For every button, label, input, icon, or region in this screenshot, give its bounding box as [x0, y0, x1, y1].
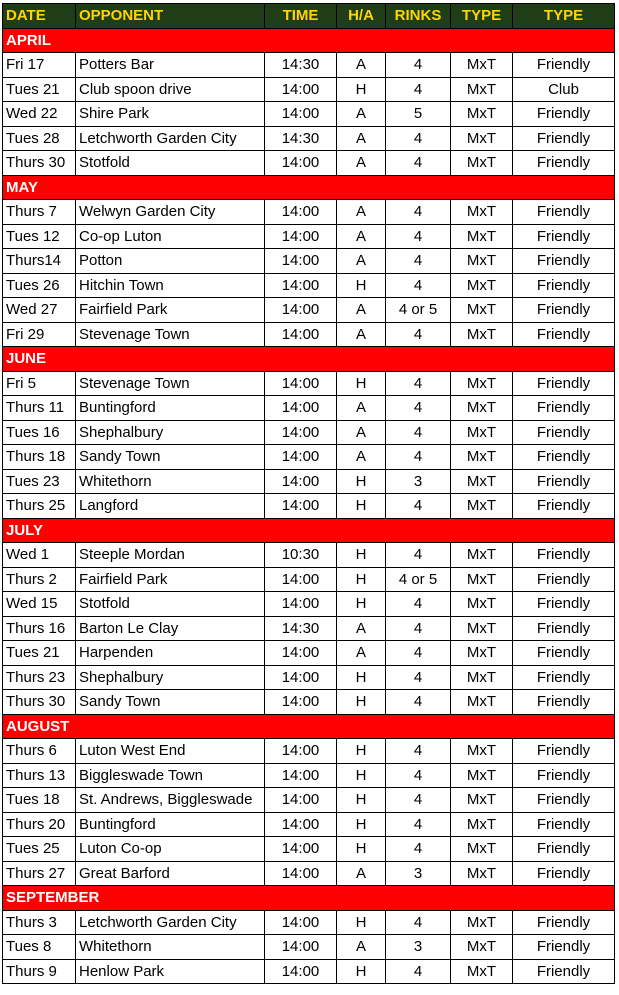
header-rinks: RINKS: [386, 4, 451, 29]
fixture-type-cell: Friendly: [513, 371, 615, 396]
month-label: AUGUST: [3, 714, 615, 739]
match-type-cell: MxT: [451, 616, 513, 641]
table-row: [3, 151, 615, 176]
time-cell: 14:00: [265, 837, 337, 862]
table-row: [3, 469, 615, 494]
table-row: [3, 616, 615, 641]
opponent-cell: Sandy Town: [76, 445, 265, 470]
fixture-type-cell: Friendly: [513, 445, 615, 470]
table-row: [3, 77, 615, 102]
fixture-type-cell: Friendly: [513, 665, 615, 690]
time-cell: 14:30: [265, 53, 337, 78]
rinks-cell: 4: [386, 812, 451, 837]
home-away-cell: H: [337, 690, 386, 715]
fixture-type-cell: Friendly: [513, 53, 615, 78]
table-row: [3, 910, 615, 935]
match-type-cell: MxT: [451, 935, 513, 960]
rinks-cell: 4: [386, 200, 451, 225]
rinks-cell: 4: [386, 910, 451, 935]
match-type-cell: MxT: [451, 567, 513, 592]
time-cell: 14:00: [265, 494, 337, 519]
time-cell: 14:30: [265, 616, 337, 641]
match-type-cell: MxT: [451, 665, 513, 690]
table-row: [3, 249, 615, 274]
month-label: JULY: [3, 518, 615, 543]
table-row: [3, 959, 615, 984]
time-cell: 14:00: [265, 273, 337, 298]
time-cell: 14:00: [265, 910, 337, 935]
home-away-cell: A: [337, 935, 386, 960]
fixture-type-cell: Friendly: [513, 690, 615, 715]
match-type-cell: MxT: [451, 53, 513, 78]
date-cell: Tues 28: [3, 126, 76, 151]
opponent-cell: Fairfield Park: [76, 298, 265, 323]
opponent-cell: Langford: [76, 494, 265, 519]
time-cell: 14:00: [265, 592, 337, 617]
match-type-cell: MxT: [451, 151, 513, 176]
opponent-cell: Luton West End: [76, 739, 265, 764]
match-type-cell: MxT: [451, 322, 513, 347]
date-cell: Tues 18: [3, 788, 76, 813]
time-cell: 14:00: [265, 935, 337, 960]
opponent-cell: Harpenden: [76, 641, 265, 666]
fixture-type-cell: Friendly: [513, 788, 615, 813]
table-row: [3, 445, 615, 470]
date-cell: Fri 17: [3, 53, 76, 78]
home-away-cell: H: [337, 494, 386, 519]
rinks-cell: 4 or 5: [386, 298, 451, 323]
opponent-cell: Letchworth Garden City: [76, 126, 265, 151]
month-header-row: [3, 175, 615, 200]
table-row: [3, 837, 615, 862]
header-type-2: TYPE: [513, 4, 615, 29]
match-type-cell: MxT: [451, 910, 513, 935]
opponent-cell: Buntingford: [76, 396, 265, 421]
fixture-type-cell: Friendly: [513, 298, 615, 323]
rinks-cell: 4: [386, 543, 451, 568]
home-away-cell: H: [337, 788, 386, 813]
fixture-type-cell: Friendly: [513, 837, 615, 862]
rinks-cell: 4: [386, 249, 451, 274]
date-cell: Thurs 2: [3, 567, 76, 592]
time-cell: 14:00: [265, 396, 337, 421]
match-type-cell: MxT: [451, 102, 513, 127]
match-type-cell: MxT: [451, 739, 513, 764]
date-cell: Wed 27: [3, 298, 76, 323]
fixture-type-cell: Friendly: [513, 273, 615, 298]
match-type-cell: MxT: [451, 812, 513, 837]
fixtures-table: [2, 3, 615, 984]
match-type-cell: MxT: [451, 837, 513, 862]
time-cell: 14:00: [265, 763, 337, 788]
month-label: JUNE: [3, 347, 615, 372]
home-away-cell: H: [337, 77, 386, 102]
table-row: [3, 396, 615, 421]
date-cell: Thurs 30: [3, 690, 76, 715]
date-cell: Wed 1: [3, 543, 76, 568]
home-away-cell: H: [337, 763, 386, 788]
rinks-cell: 5: [386, 102, 451, 127]
time-cell: 14:00: [265, 690, 337, 715]
home-away-cell: A: [337, 298, 386, 323]
rinks-cell: 4: [386, 592, 451, 617]
rinks-cell: 4: [386, 273, 451, 298]
fixture-type-cell: Friendly: [513, 396, 615, 421]
match-type-cell: MxT: [451, 224, 513, 249]
home-away-cell: H: [337, 837, 386, 862]
date-cell: Thurs14: [3, 249, 76, 274]
time-cell: 14:00: [265, 102, 337, 127]
fixture-type-cell: Friendly: [513, 616, 615, 641]
date-cell: Tues 21: [3, 77, 76, 102]
match-type-cell: MxT: [451, 763, 513, 788]
time-cell: 14:00: [265, 812, 337, 837]
match-type-cell: MxT: [451, 396, 513, 421]
opponent-cell: Co-op Luton: [76, 224, 265, 249]
time-cell: 14:00: [265, 420, 337, 445]
header-opponent: OPPONENT: [76, 4, 265, 29]
match-type-cell: MxT: [451, 788, 513, 813]
time-cell: 14:00: [265, 77, 337, 102]
match-type-cell: MxT: [451, 690, 513, 715]
date-cell: Fri 29: [3, 322, 76, 347]
rinks-cell: 3: [386, 935, 451, 960]
month-header-row: [3, 886, 615, 911]
header-date: DATE: [3, 4, 76, 29]
match-type-cell: MxT: [451, 959, 513, 984]
home-away-cell: H: [337, 469, 386, 494]
time-cell: 14:00: [265, 445, 337, 470]
fixture-type-cell: Friendly: [513, 102, 615, 127]
home-away-cell: H: [337, 592, 386, 617]
match-type-cell: MxT: [451, 469, 513, 494]
time-cell: 14:00: [265, 788, 337, 813]
opponent-cell: Club spoon drive: [76, 77, 265, 102]
rinks-cell: 4: [386, 53, 451, 78]
fixture-type-cell: Friendly: [513, 469, 615, 494]
rinks-cell: 4: [386, 837, 451, 862]
date-cell: Tues 12: [3, 224, 76, 249]
rinks-cell: 3: [386, 861, 451, 886]
fixture-type-cell: Friendly: [513, 249, 615, 274]
home-away-cell: H: [337, 910, 386, 935]
date-cell: Tues 25: [3, 837, 76, 862]
date-cell: Thurs 18: [3, 445, 76, 470]
opponent-cell: Shephalbury: [76, 665, 265, 690]
rinks-cell: 4: [386, 641, 451, 666]
table-row: [3, 567, 615, 592]
month-header-row: [3, 347, 615, 372]
rinks-cell: 4: [386, 494, 451, 519]
opponent-cell: Welwyn Garden City: [76, 200, 265, 225]
rinks-cell: 4: [386, 739, 451, 764]
fixture-type-cell: Friendly: [513, 126, 615, 151]
opponent-cell: Luton Co-op: [76, 837, 265, 862]
home-away-cell: A: [337, 151, 386, 176]
home-away-cell: A: [337, 420, 386, 445]
month-label: MAY: [3, 175, 615, 200]
date-cell: Thurs 30: [3, 151, 76, 176]
opponent-cell: Stevenage Town: [76, 322, 265, 347]
time-cell: 14:00: [265, 739, 337, 764]
date-cell: Thurs 20: [3, 812, 76, 837]
opponent-cell: Biggleswade Town: [76, 763, 265, 788]
rinks-cell: 4: [386, 420, 451, 445]
fixture-type-cell: Friendly: [513, 763, 615, 788]
rinks-cell: 4: [386, 788, 451, 813]
rinks-cell: 4: [386, 396, 451, 421]
date-cell: Tues 16: [3, 420, 76, 445]
date-cell: Tues 23: [3, 469, 76, 494]
time-cell: 14:00: [265, 224, 337, 249]
opponent-cell: Barton Le Clay: [76, 616, 265, 641]
table-row: [3, 371, 615, 396]
fixture-type-cell: Friendly: [513, 224, 615, 249]
month-label: APRIL: [3, 28, 615, 53]
time-cell: 14:00: [265, 151, 337, 176]
opponent-cell: Whitethorn: [76, 469, 265, 494]
header-type: TYPE: [451, 4, 513, 29]
match-type-cell: MxT: [451, 494, 513, 519]
table-row: [3, 298, 615, 323]
home-away-cell: H: [337, 567, 386, 592]
fixture-type-cell: Club: [513, 77, 615, 102]
rinks-cell: 4 or 5: [386, 567, 451, 592]
opponent-cell: Shephalbury: [76, 420, 265, 445]
match-type-cell: MxT: [451, 77, 513, 102]
time-cell: 14:00: [265, 249, 337, 274]
time-cell: 14:00: [265, 959, 337, 984]
home-away-cell: H: [337, 273, 386, 298]
rinks-cell: 4: [386, 616, 451, 641]
date-cell: Thurs 11: [3, 396, 76, 421]
table-row: [3, 322, 615, 347]
opponent-cell: Great Barford: [76, 861, 265, 886]
home-away-cell: A: [337, 322, 386, 347]
home-away-cell: H: [337, 543, 386, 568]
home-away-cell: H: [337, 371, 386, 396]
match-type-cell: MxT: [451, 861, 513, 886]
opponent-cell: Steeple Mordan: [76, 543, 265, 568]
table-row: [3, 812, 615, 837]
date-cell: Thurs 25: [3, 494, 76, 519]
fixture-type-cell: Friendly: [513, 641, 615, 666]
home-away-cell: H: [337, 739, 386, 764]
rinks-cell: 4: [386, 371, 451, 396]
fixture-type-cell: Friendly: [513, 567, 615, 592]
time-cell: 14:30: [265, 126, 337, 151]
fixture-type-cell: Friendly: [513, 935, 615, 960]
header-row: [3, 4, 615, 29]
opponent-cell: Potters Bar: [76, 53, 265, 78]
fixture-type-cell: Friendly: [513, 739, 615, 764]
home-away-cell: A: [337, 126, 386, 151]
table-row: [3, 788, 615, 813]
match-type-cell: MxT: [451, 298, 513, 323]
fixture-type-cell: Friendly: [513, 151, 615, 176]
home-away-cell: A: [337, 396, 386, 421]
opponent-cell: Hitchin Town: [76, 273, 265, 298]
opponent-cell: Shire Park: [76, 102, 265, 127]
table-row: [3, 273, 615, 298]
home-away-cell: A: [337, 445, 386, 470]
rinks-cell: 4: [386, 77, 451, 102]
fixture-type-cell: Friendly: [513, 494, 615, 519]
rinks-cell: 3: [386, 469, 451, 494]
month-header-row: [3, 518, 615, 543]
table-row: [3, 420, 615, 445]
time-cell: 14:00: [265, 322, 337, 347]
home-away-cell: A: [337, 224, 386, 249]
table-row: [3, 592, 615, 617]
opponent-cell: Fairfield Park: [76, 567, 265, 592]
home-away-cell: A: [337, 102, 386, 127]
date-cell: Thurs 23: [3, 665, 76, 690]
time-cell: 14:00: [265, 567, 337, 592]
month-header-row: [3, 714, 615, 739]
opponent-cell: Buntingford: [76, 812, 265, 837]
fixture-type-cell: Friendly: [513, 910, 615, 935]
table-row: [3, 763, 615, 788]
home-away-cell: A: [337, 53, 386, 78]
month-header-row: [3, 28, 615, 53]
opponent-cell: Stotfold: [76, 151, 265, 176]
header-home-away: H/A: [337, 4, 386, 29]
rinks-cell: 4: [386, 763, 451, 788]
date-cell: Thurs 7: [3, 200, 76, 225]
date-cell: Thurs 16: [3, 616, 76, 641]
fixture-type-cell: Friendly: [513, 812, 615, 837]
time-cell: 14:00: [265, 200, 337, 225]
table-row: [3, 641, 615, 666]
match-type-cell: MxT: [451, 371, 513, 396]
opponent-cell: Sandy Town: [76, 690, 265, 715]
home-away-cell: H: [337, 959, 386, 984]
date-cell: Wed 15: [3, 592, 76, 617]
rinks-cell: 4: [386, 445, 451, 470]
match-type-cell: MxT: [451, 592, 513, 617]
time-cell: 14:00: [265, 861, 337, 886]
date-cell: Thurs 9: [3, 959, 76, 984]
rinks-cell: 4: [386, 665, 451, 690]
date-cell: Thurs 3: [3, 910, 76, 935]
opponent-cell: Potton: [76, 249, 265, 274]
home-away-cell: H: [337, 665, 386, 690]
fixture-type-cell: Friendly: [513, 959, 615, 984]
table-row: [3, 102, 615, 127]
date-cell: Wed 22: [3, 102, 76, 127]
time-cell: 14:00: [265, 298, 337, 323]
month-label: SEPTEMBER: [3, 886, 615, 911]
opponent-cell: Stotfold: [76, 592, 265, 617]
table-row: [3, 224, 615, 249]
time-cell: 14:00: [265, 641, 337, 666]
fixture-type-cell: Friendly: [513, 420, 615, 445]
table-row: [3, 861, 615, 886]
table-row: [3, 665, 615, 690]
table-row: [3, 200, 615, 225]
home-away-cell: A: [337, 200, 386, 225]
fixture-type-cell: Friendly: [513, 543, 615, 568]
date-cell: Tues 21: [3, 641, 76, 666]
match-type-cell: MxT: [451, 249, 513, 274]
table-row: [3, 126, 615, 151]
date-cell: Tues 26: [3, 273, 76, 298]
time-cell: 10:30: [265, 543, 337, 568]
date-cell: Thurs 6: [3, 739, 76, 764]
table-row: [3, 53, 615, 78]
opponent-cell: Henlow Park: [76, 959, 265, 984]
fixture-type-cell: Friendly: [513, 200, 615, 225]
rinks-cell: 4: [386, 690, 451, 715]
table-row: [3, 543, 615, 568]
match-type-cell: MxT: [451, 126, 513, 151]
date-cell: Tues 8: [3, 935, 76, 960]
rinks-cell: 4: [386, 959, 451, 984]
time-cell: 14:00: [265, 371, 337, 396]
fixture-type-cell: Friendly: [513, 861, 615, 886]
opponent-cell: St. Andrews, Biggleswade: [76, 788, 265, 813]
rinks-cell: 4: [386, 322, 451, 347]
date-cell: Fri 5: [3, 371, 76, 396]
home-away-cell: A: [337, 641, 386, 666]
home-away-cell: A: [337, 861, 386, 886]
match-type-cell: MxT: [451, 273, 513, 298]
fixture-type-cell: Friendly: [513, 322, 615, 347]
table-row: [3, 935, 615, 960]
header-time: TIME: [265, 4, 337, 29]
match-type-cell: MxT: [451, 543, 513, 568]
home-away-cell: A: [337, 616, 386, 641]
opponent-cell: Whitethorn: [76, 935, 265, 960]
home-away-cell: A: [337, 249, 386, 274]
match-type-cell: MxT: [451, 200, 513, 225]
match-type-cell: MxT: [451, 420, 513, 445]
rinks-cell: 4: [386, 126, 451, 151]
match-type-cell: MxT: [451, 641, 513, 666]
date-cell: Thurs 27: [3, 861, 76, 886]
table-row: [3, 494, 615, 519]
time-cell: 14:00: [265, 469, 337, 494]
time-cell: 14:00: [265, 665, 337, 690]
fixture-type-cell: Friendly: [513, 592, 615, 617]
home-away-cell: H: [337, 812, 386, 837]
table-row: [3, 739, 615, 764]
opponent-cell: Letchworth Garden City: [76, 910, 265, 935]
table-row: [3, 690, 615, 715]
rinks-cell: 4: [386, 224, 451, 249]
date-cell: Thurs 13: [3, 763, 76, 788]
opponent-cell: Stevenage Town: [76, 371, 265, 396]
match-type-cell: MxT: [451, 445, 513, 470]
fixture-list: [2, 3, 615, 984]
rinks-cell: 4: [386, 151, 451, 176]
